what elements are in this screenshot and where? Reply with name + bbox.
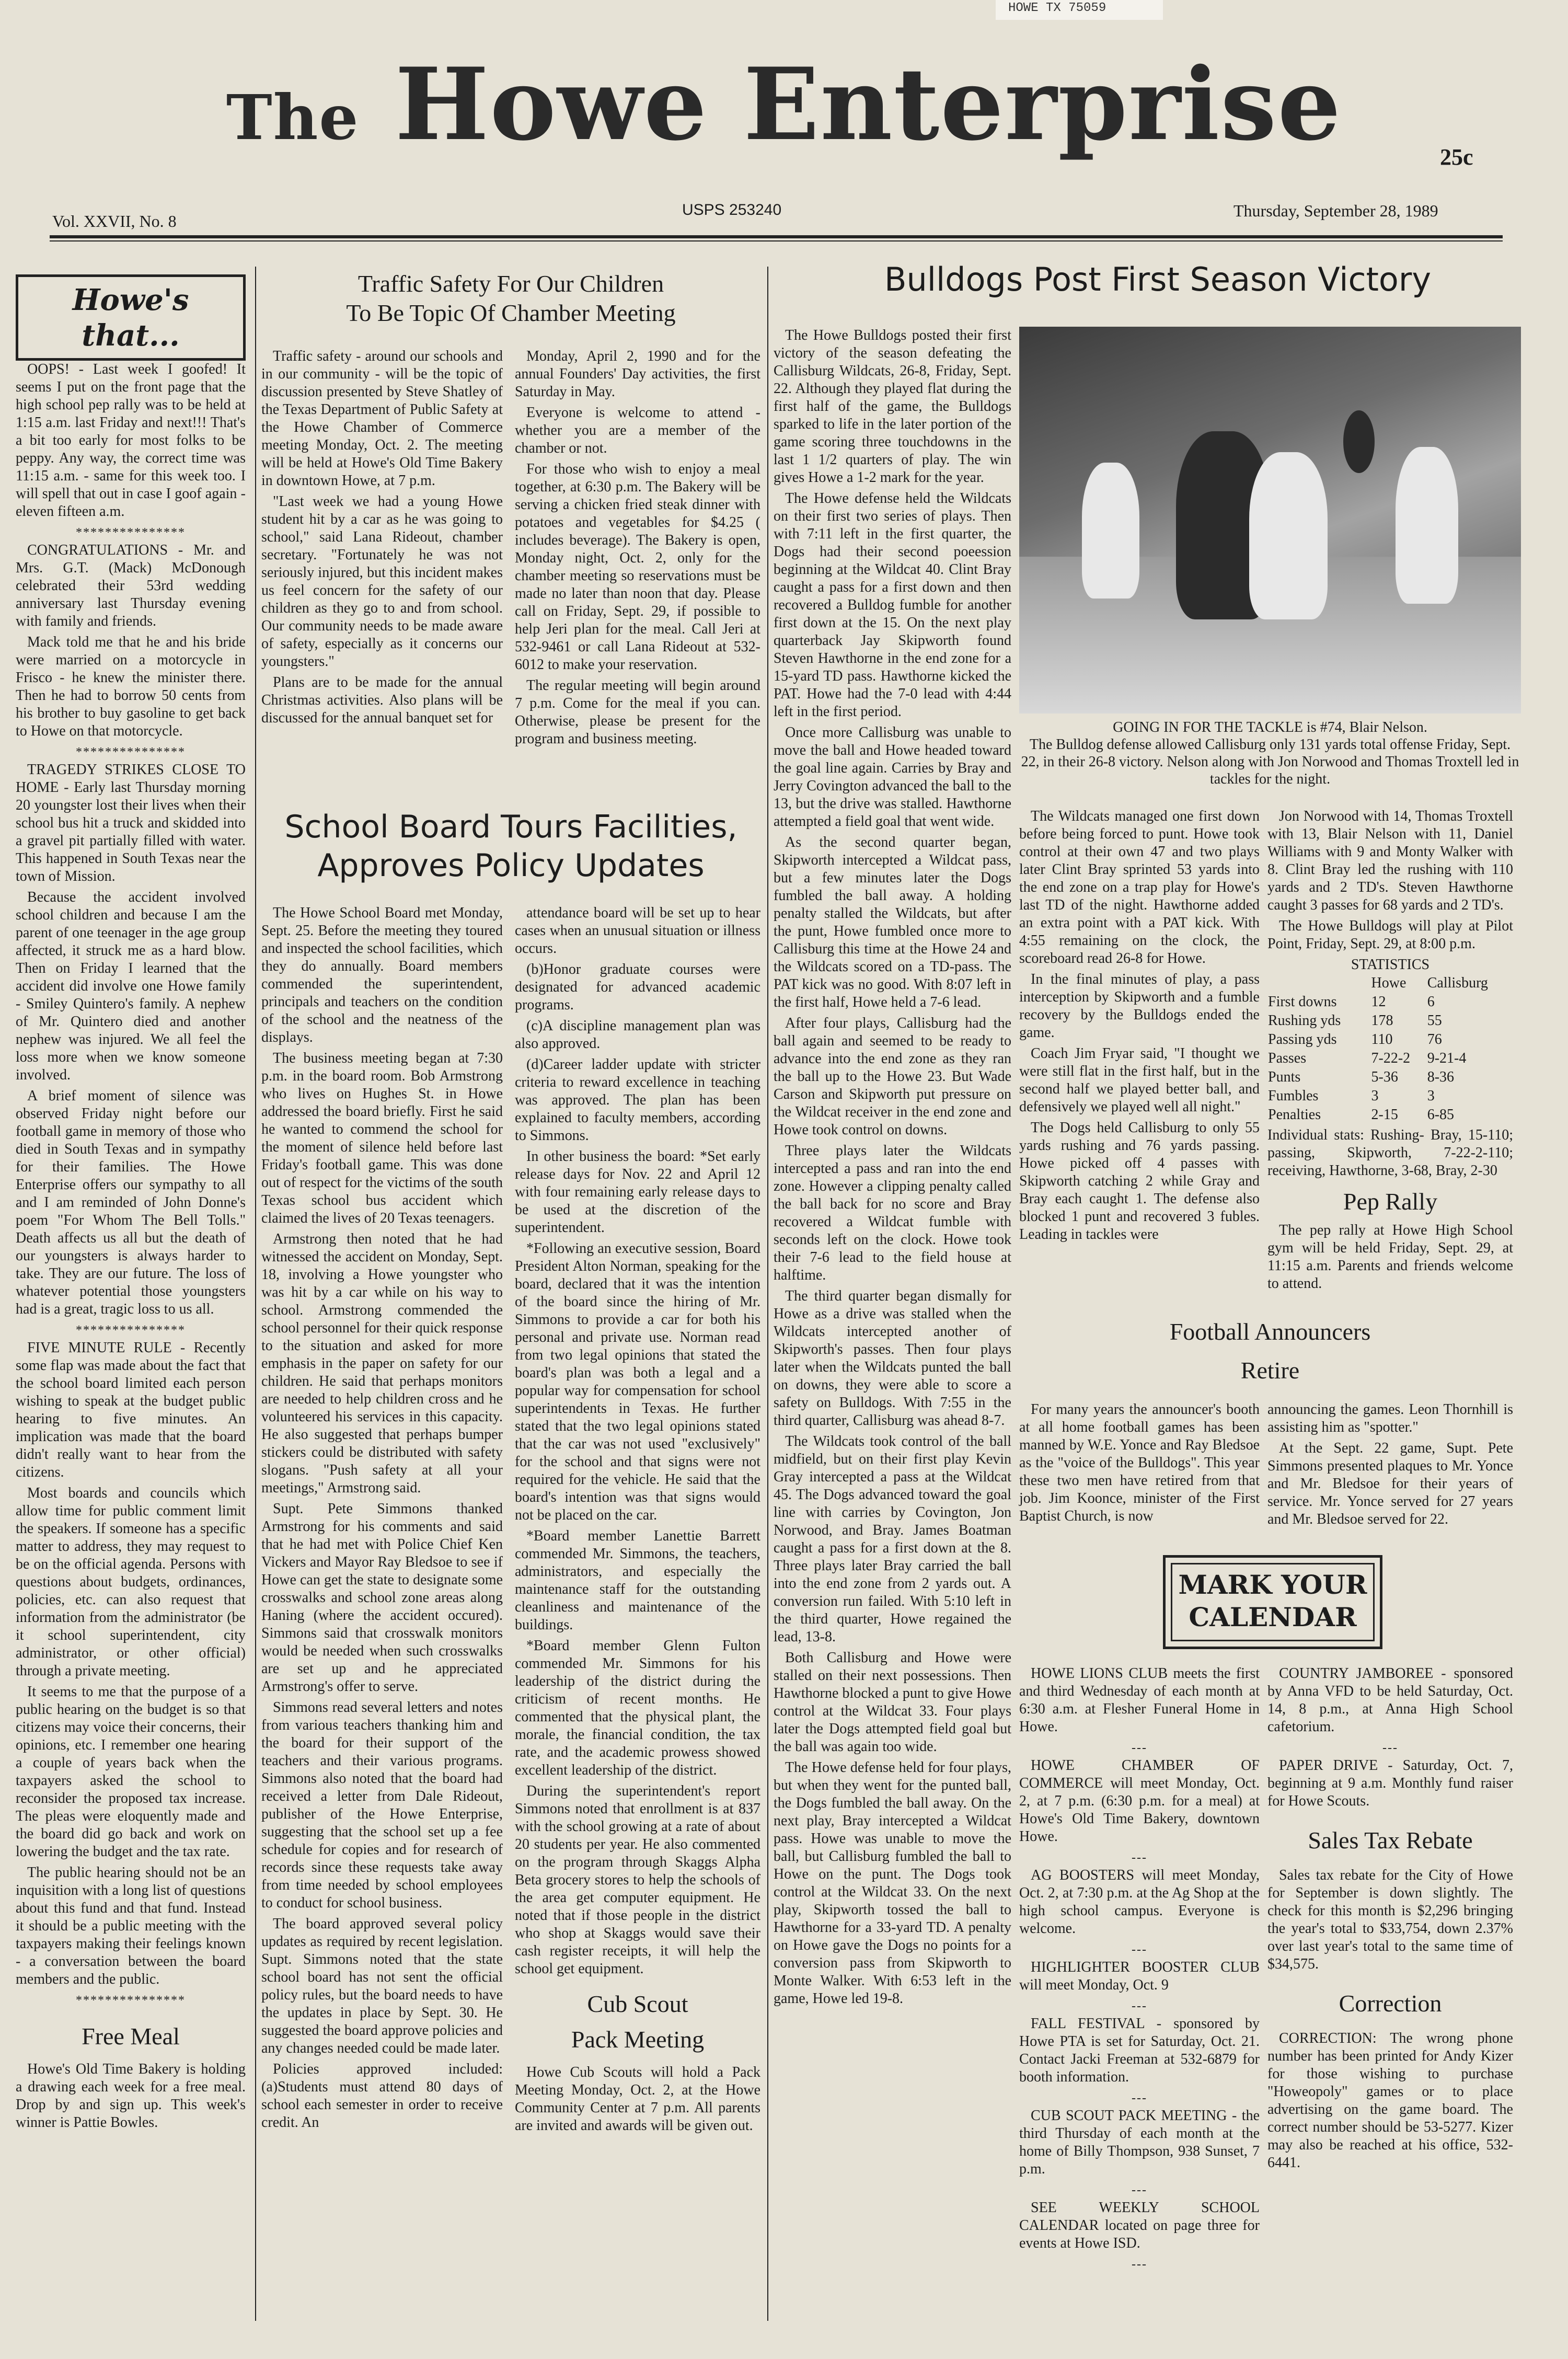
- traffic-safety-col1: [261, 348, 503, 730]
- caption-line: The Bulldog defense allowed Callisburg only 131 yards total offense Friday, Sept. 22, in their 26-8 victory. Nelson along with Jon Norwood and Thomas Troxtell led in tackles for the night.: [1021, 737, 1519, 787]
- mark-your-calendar-box: [1163, 1555, 1382, 1649]
- calendar-title-line: MARK YOUR: [1178, 1569, 1367, 1600]
- paragraph: CORRECTION: The wrong phone number has been printed for Andy Kizer for those wishing to purchase "Howeopoly" games or to place advertising on the game board. The correct number should be 53-5277. Kizer may also be reached at his office, 532-6441.: [1267, 2030, 1513, 2171]
- paragraph: The Howe defense held for four plays, but when they went for the punted ball, the Dogs fumbled the ball away. On the next play, Bray intercepted a Wildcat pass. Howe was unable to move the ball, but Callisburg fumbled the ball to Howe on the punt. The Dogs took control at the Wildcat 33. On the next play, Skipworth tossed the ball to Hawthorne for a 33-yard TD. A penalty on Howe gave the Dogs no points for a conversion pass from Skipworth to Monte Walker. With 6:53 left in the game, Howe led 19-8.: [774, 1759, 1011, 2007]
- stats-row: [1267, 1030, 1513, 1049]
- stats-value: Callisburg: [1427, 975, 1488, 991]
- paragraph: Supt. Pete Simmons thanked Armstrong for his comments and said that he had met with Police Chief Ken Vickers and Mayor Ray Bledsoe to see if Howe can get the state to designate some crosswalks and school zone areas along Haning (where the accident occured). Simmons said that crosswalk monitors would be needed when such crosswalks are set up and he appreciated Armstrong's offer to serve.: [261, 1501, 503, 1695]
- separator: ---: [1132, 1741, 1147, 1755]
- stats-value: 8-36: [1427, 1069, 1455, 1085]
- paragraph: CONGRATULATIONS - Mr. and Mrs. G.T. (Mack) McDonough celebrated their 53rd wedding anniversary last Thursday evening with family and friends.: [16, 542, 246, 629]
- paragraph: Armstrong then noted that he had witnessed the accident on Monday, Sept. 18, involving a Howe youngster who was hit by a car while on his way to school. Armstrong commended the school personnel for their quick response to the situation and asked for more emphasis in the paper on safety for our children. He said that perhaps monitors are needed to help children cross and he volunteered his services in this capacity. He also suggested that perhaps bumper stickers could be distributed with safety slogans. "Push safety at all your meetings," Armstrong said.: [261, 1231, 503, 1496]
- announcers-headline: [1019, 1317, 1521, 1385]
- bulldogs-headline: Bulldogs Post First Season Victory: [884, 260, 1432, 298]
- stats-value: 3: [1427, 1088, 1435, 1104]
- stats-title: STATISTICS: [1351, 957, 1430, 973]
- paragraph: Howe Cub Scouts will hold a Pack Meeting Monday, Oct. 2, at the Howe Community Center at 7 p.m. All parents are invited and awards will be given out.: [515, 2064, 760, 2134]
- traffic-safety-headline: [261, 269, 760, 328]
- paragraph: In other business the board: *Set early release days for Nov. 22 and April 12 with four remaining early release days to be used at the discretion of the superintendent.: [515, 1148, 760, 1236]
- stats-label: Passing yds: [1268, 1031, 1337, 1048]
- photo-marker: [1343, 410, 1375, 473]
- stats-value: 3: [1371, 1088, 1379, 1104]
- stats-label: First downs: [1268, 994, 1337, 1010]
- school-board-col1: [261, 904, 503, 2135]
- masthead: [0, 46, 1568, 172]
- stats-row: [1267, 1049, 1513, 1068]
- calendar-col2: [1267, 1665, 1513, 2175]
- paragraph: *Board member Lanettie Barrett commended Mr. Simmons, the teachers, administrators, and especially the maintenance staff for the outstanding cleanliness and maintenance of the buildings.: [515, 1528, 760, 1633]
- stats-label: Rushing yds: [1268, 1012, 1341, 1029]
- masthead-rule-thin: [50, 240, 1503, 241]
- headline-line: To Be Topic Of Chamber Meeting: [346, 300, 676, 326]
- masthead-name: Howe Enterprise: [395, 46, 1342, 163]
- separator: ---: [1132, 1943, 1147, 1957]
- paragraph: Everyone is welcome to attend - whether you are a member of the chamber or not.: [515, 405, 760, 456]
- paragraph: As the second quarter began, Skipworth intercepted a Wildcat pass, but a few minutes later the Dogs fumbled the ball away. A holding penalty stalled the Wildcats, but after the punt, Howe fumbled once more to Callisburg this time at the Howe 24 and the Wildcats scored on a TD-pass. The PAT kick was no good. With 8:07 left in the first half, Howe held a 7-6 lead.: [774, 834, 1011, 1010]
- separator: ***************: [76, 1324, 186, 1337]
- stats-value: 6: [1427, 994, 1435, 1010]
- stats-value: 55: [1427, 1012, 1442, 1029]
- photo-caption: [1019, 719, 1521, 788]
- school-board-headline: [261, 808, 760, 885]
- calendar-item: HOWE LIONS CLUB meets the first and third Wednesday of each month at 6:30 a.m. at Flesher Funeral Home in Howe.: [1019, 1665, 1260, 1735]
- paragraph: The public hearing should not be an inquisition with a long list of questions about this fund and that fund. Instead it should be a public meeting with the taxpayers making their feelings known - a conversation between the board members and the public.: [16, 1865, 246, 1987]
- traffic-safety-col2: [515, 348, 760, 751]
- paragraph: The Howe Bulldogs posted their first victory of the season defeating the Callisburg Wildcats, 26-8, Friday, Sept. 22. Although they played flat during the first half of the game, the Bulldogs sparked to life in the later portion of the game scoring three touchdowns in the last 1 1/2 quarters of play. The win gives Howe a 1-2 mark for the year.: [774, 327, 1011, 486]
- calendar-item: SEE WEEKLY SCHOOL CALENDAR located on page three for events at Howe ISD.: [1019, 2200, 1260, 2251]
- column-divider: [767, 267, 768, 2321]
- masthead-rule: [50, 235, 1503, 238]
- announcers-col2: [1267, 1401, 1513, 1532]
- paragraph: For those who wish to enjoy a meal together, at 6:30 p.m. The Bakery will be serving a chicken fried steak dinner with potatoes and vegetables for $4.25 ( includes beverage). The Bakery is open, Monday night, Oct. 2, only for the chamber meeting so reservations must be made no later than noon that day. Please call on Friday, Sept. 29, if possible to help Jeri plan for the meal. Call Jeri at 532-9461 or call Lana Rideout at 532-6012 to make your reservation.: [515, 461, 760, 673]
- paragraph: Because the accident involved school children and because I am the parent of one teenager in the age group affected, it struck me as a hard blow. Then on Friday I learned that the accident did involve one Howe family - Smiley Quintero's family. A nephew of Mr. Quintero died and another nephew was injured. We all feel the loss more when we know someone involved.: [16, 889, 246, 1083]
- issue-date: Thursday, September 28, 1989: [1233, 201, 1438, 220]
- paragraph: At the Sept. 22 game, Supt. Pete Simmons presented plaques to Mr. Yonce and Mr. Bledsoe for their years of service. Mr. Yonce served for 27 years and Mr. Bledsoe served for 22.: [1267, 1440, 1513, 1527]
- stats-value: 9-21-4: [1427, 1050, 1467, 1066]
- paragraph: Coach Jim Fryar said, "I thought we were still flat in the first half, but in the second half we played better ball, and defensively we played well all night.": [1019, 1045, 1260, 1115]
- paragraph: The regular meeting will begin around 7 p.m. Come for the meal if you can. Otherwise, please be present for the program and business meeting.: [515, 677, 760, 747]
- paragraph: Once more Callisburg was unable to move the ball and Howe headed toward the goal line again. Carries by Bray and Jerry Covington advanced the ball to the 13, but the drive was stalled. Hawthorne attempted a field goal that went wide.: [774, 724, 1011, 830]
- paragraph: Monday, April 2, 1990 and for the annual Founders' Day activities, the first Saturday in May.: [515, 348, 760, 400]
- howes-that-title-box: [16, 274, 246, 361]
- calendar-item: HIGHLIGHTER BOOSTER CLUB will meet Monday, Oct. 9: [1019, 1959, 1260, 1993]
- paragraph: Simmons read several letters and notes from various teachers thanking him and the board for their support of the teachers and their various programs. Simmons also noted that the board had received a letter from Dale Rideout, publisher of the Howe Enterprise, suggesting that the school set up a fee schedule for copies and for research of records since these requests take away from time needed by school employees to conduct for school business.: [261, 1699, 503, 1911]
- football-photo: [1019, 327, 1521, 714]
- correction-headline: Correction: [1339, 1990, 1442, 2017]
- photo-player: [1249, 452, 1328, 619]
- paragraph: The Howe defense held the Wildcats on their first two series of plays. Then with 7:11 left in the first quarter, the Dogs had their second poeession beginning at the Wildcat 40. Clint Bray caught a pass for a first down and then recovered a Bulldog fumble for another first down at the 15. On the next play quarterback Jay Skipworth found Steven Hawthorne in the end zone for a 15-yard TD pass. Hawthorne kicked the PAT. Howe had the 7-0 lead with 4:44 left in the first period.: [774, 490, 1011, 720]
- paragraph: Jon Norwood with 14, Thomas Troxtell with 13, Blair Nelson with 11, Daniel Williams with 9 and Monty Walker with 8. Clint Bray led the rushing with 110 yards and 2 TD's. Steven Hawthorne caught 3 passes for 68 yards and 2 TD's.: [1267, 808, 1513, 913]
- headline-line: School Board Tours Facilities,: [284, 809, 737, 845]
- paragraph: The Wildcats took control of the ball midfield, but on their first play Kevin Gray intercepted a pass at the Wildcat 45. The Dogs advanced toward the goal line with carries by Covington, Jon Norwood, and Bray. James Boatman caught a pass for a first down at the 8. Three plays later Bray carried the ball into the end zone from 2 yards out. A conversion run failed. With 5:10 left in the third quarter, Howe regained the lead, 13-8.: [774, 1433, 1011, 1645]
- calendar-col1: [1019, 1665, 1260, 2273]
- stats-label: Punts: [1268, 1069, 1301, 1085]
- stats-value: 76: [1427, 1031, 1442, 1048]
- caption-line: GOING IN FOR THE TACKLE is #74, Blair Nelson.: [1113, 719, 1427, 735]
- paragraph: *Following an executive session, Board President Alton Norman, speaking for the board, declared that it was the intention of the board since the hiring of Mr. Simmons to provide a car for both his personal and private use. Norman read from two legal opinions that stated the board's plan was both a legal and a popular way for compensation for school superintendents in Texas. He further stated that the two legal opinions stated that the car was not used "exclusively" for the school and that signs were not required for the vehicle. He said that the board's intention was that signs would not be placed on the car.: [515, 1240, 760, 1523]
- calendar-item: FALL FESTIVAL - sponsored by Howe PTA is set for Saturday, Oct. 21. Contact Jacki Freeman at 532-6879 for booth information.: [1019, 2016, 1260, 2085]
- separator: ---: [1132, 2183, 1147, 2197]
- paragraph: The third quarter began dismally for Howe as a drive was stalled when the Wildcats intercepted another of Skipworth's passes. Then four plays later when the Wildcats punted the ball on downs, they were able to score a safety on Bulldogs. With 7:55 in the third quarter, Callisburg was ahead 8-7.: [774, 1288, 1011, 1429]
- stats-label: [1267, 974, 1371, 993]
- separator: ---: [1132, 2258, 1147, 2271]
- stats-value: 2-15: [1371, 1107, 1398, 1123]
- paragraph: TRAGEDY STRIKES CLOSE TO HOME - Early last Thursday morning 20 youngster lost their lives when their school bus hit a truck and skidded into a gravel pit partially filled with water. This happened in South Texas near the town of Mission.: [16, 762, 246, 884]
- calendar-title-line: CALENDAR: [1189, 1602, 1357, 1632]
- sales-tax-headline: Sales Tax Rebate: [1308, 1827, 1473, 1854]
- headline-line: Retire: [1240, 1357, 1300, 1384]
- paragraph: In the final minutes of play, a pass interception by Skipworth and a fumble recovery by the Bulldogs ended the game.: [1019, 971, 1260, 1041]
- volume-number: Vol. XXVII, No. 8: [52, 212, 177, 231]
- stats-value: Howe: [1371, 975, 1406, 991]
- calendar-item: CUB SCOUT PACK MEETING - the third Thursday of each month at the home of Billy Thompson, 938 Sunset, 7 p.m.: [1019, 2108, 1260, 2177]
- paragraph: Howe's Old Time Bakery is holding a drawing each week for a free meal. Drop by and sign up. This week's winner is Pattie Bowles.: [16, 2061, 246, 2131]
- paragraph: Plans are to be made for the annual Christmas activities. Also plans will be discussed for the annual banquet set for: [261, 674, 503, 726]
- stats-row: [1267, 1106, 1513, 1124]
- paragraph: (d)Career ladder update with stricter criteria to reward excellence in teaching was approved. The plan has been explained to faculty members, according to Simmons.: [515, 1056, 760, 1144]
- school-board-col2: [515, 904, 760, 2138]
- separator: ***************: [76, 1994, 186, 2007]
- paragraph: The Howe School Board met Monday, Sept. 25. Before the meeting they toured and inspected the school facilities, which they do annually. Board members commended the superintendent, principals and teachers on the condition of the school and the neatness of the displays.: [261, 905, 503, 1045]
- stats-value: 178: [1371, 1012, 1393, 1029]
- paragraph: The Dogs held Callisburg to only 55 yards rushing and 76 yards passing. Howe picked off 4 passes with Skipworth catching 2 while Gray and Bray each caught 1. The defense also blocked 1 punt and recovered 3 fubles. Leading in tackles were: [1019, 1120, 1260, 1242]
- column-divider: [255, 267, 256, 2321]
- stats-header-row: [1267, 974, 1513, 993]
- howes-that-title-line2: that...: [82, 318, 180, 353]
- paragraph: Both Callisburg and Howe were stalled on their next possessions. Then Hawthorne blocked a punt to give Howe control at the Wildcat 33. Four plays later the Dogs attempted field goal but the ball was again too wide.: [774, 1650, 1011, 1755]
- paragraph: The pep rally at Howe High School gym will be held Friday, Sept. 29, at 11:15 a.m. Parents and friends welcome to attend.: [1267, 1222, 1513, 1292]
- headline-line: Approves Policy Updates: [317, 847, 705, 884]
- paragraph: (b)Honor graduate courses were designated for advanced academic programs.: [515, 961, 760, 1013]
- announcers-col1: [1019, 1401, 1260, 1528]
- paragraph: (c)A discipline management plan was also approved.: [515, 1018, 760, 1052]
- paragraph: Sales tax rebate for the City of Howe for September is down slightly. The check for this month is $2,296 bringing the year's total to $33,754, down 2.37% over last year's total to the same time of $34,575.: [1267, 1867, 1513, 1972]
- paragraph: During the superintendent's report Simmons noted that enrollment is at 837 with the school growing at a rate of about 20 students per year. He also commented on the program through Skaggs Alpha Beta grocery stores to help the schools of the area get computer equipment. He noted that if those people in the district who shop at Skaggs would save their cash register receipts, it will help the school get equipment.: [515, 1783, 760, 1977]
- stats-label: Fumbles: [1268, 1088, 1319, 1104]
- calendar-item: COUNTRY JAMBOREE - sponsored by Anna VFD to be held Saturday, Oct. 14, 8 p.m., at Anna High School cafetorium.: [1267, 1665, 1513, 1735]
- paragraph: OOPS! - Last week I goofed! It seems I put on the front page that the high school pep rally was to be held at 1:15 a.m. last Friday and next!!! That's a bit too early for most folks to be peppy. Any way, the correct time was 11:15 a.m. - same for this week too. I will spell that out in case I goof again - eleven fifteen a.m.: [16, 361, 246, 520]
- stats-label: Passes: [1268, 1050, 1307, 1066]
- stats-row: [1267, 1087, 1513, 1106]
- calendar-item: AG BOOSTERS will meet Monday, Oct. 2, at 7:30 p.m. at the Ag Shop at the high school campus. Everyone is welcome.: [1019, 1867, 1260, 1937]
- paragraph: After four plays, Callisburg had the ball again and seemed to be ready to advance into the end zone as they ran the ball up to the Howe 23. But Wade Carson and Skipworth put pressure on the Wildcat receiver in the end zone and Howe took control on downs.: [774, 1015, 1011, 1138]
- stats-row: [1267, 1011, 1513, 1030]
- stats-value: 5-36: [1371, 1069, 1398, 1085]
- paragraph: announcing the games. Leon Thornhill is assisting him as "spotter.": [1267, 1401, 1513, 1435]
- paragraph: The Howe Bulldogs will play at Pilot Point, Friday, Sept. 29, at 8:00 p.m.: [1267, 918, 1513, 952]
- separator: ---: [1132, 1999, 1147, 2013]
- stats-value: 12: [1371, 994, 1386, 1010]
- separator: ***************: [76, 745, 186, 759]
- cub-scout-headline: Cub Scout: [587, 1990, 688, 2017]
- calendar-title: [1171, 1563, 1375, 1641]
- free-meal-headline: Free Meal: [82, 2023, 180, 2050]
- howes-that-column: [16, 361, 246, 2135]
- paragraph: Three plays later the Wildcats intercepted a pass and ran into the end zone. However a clipping penalty called the ball back for no score and Bray recovered a Wildcat fumble with seconds left on the clock. Howe took their 7-6 lead to the field house at halftime.: [774, 1143, 1011, 1283]
- stats-row: [1267, 1068, 1513, 1087]
- paragraph: A brief moment of silence was observed Friday night before our football game in memory of those who died in South Texas and in sympathy for their families. The Howe Enterprise offers our sympathy to all and I am reminded of John Donne's poem "For Whom The Bell Tolls." Death affects us all but the death of our youngsters is always harder to take. They are our future. The loss of whatever potential those youngsters had is a great, tragic loss to us all.: [16, 1088, 246, 1317]
- separator: ***************: [76, 526, 186, 539]
- paragraph: The board approved several policy updates as required by recent legislation. Supt. Simmons noted that the state school board has not sent the official policy rules, but the board needs to have the updates in place by Sept. 30. He suggested the board approve policies and any changes needed could be made later.: [261, 1916, 503, 2056]
- separator: ---: [1132, 2091, 1147, 2105]
- headline-line: Traffic Safety For Our Children: [358, 270, 664, 297]
- calendar-item: PAPER DRIVE - Saturday, Oct. 7, beginning at 9 a.m. Monthly fund raiser for Howe Scouts.: [1267, 1757, 1513, 1809]
- paragraph: For many years the announcer's booth at all home football games has been manned by W.E. Yonce and Ray Bledsoe as the "voice of the Bulldogs". This year these two men have retired from that job. Jim Koonce, minister of the First Baptist Church, is now: [1019, 1401, 1260, 1524]
- photo-player: [1082, 463, 1139, 599]
- paragraph: Policies approved included: (a)Students must attend 80 days of school each semester in order to receive credit. An: [261, 2061, 503, 2131]
- usps-number: USPS 253240: [682, 201, 782, 218]
- price: 25c: [1440, 144, 1473, 170]
- separator: ---: [1132, 1851, 1147, 1865]
- stats-value: 110: [1371, 1031, 1393, 1048]
- calendar-item: HOWE CHAMBER OF COMMERCE will meet Monday, Oct. 2, at 7 p.m. (6:30 p.m. for a meal) at Howe's Old Time Bakery, downtown Howe.: [1019, 1757, 1260, 1845]
- separator: ---: [1382, 1741, 1398, 1755]
- paragraph: *Board member Glenn Fulton commended Mr. Simmons for his leadership of the district during the criticism of recent months. He commented that the physical plant, the morale, the financial condition, the tax rate, and the academic prowess showed excellent leadership of the district.: [515, 1638, 760, 1778]
- stats-table: [1267, 974, 1513, 1124]
- paragraph: Most boards and councils which allow time for public comment limit the speakers. If someone has a specific matter to address, they may request to be on the official agenda. Persons with questions about budgets, ordinances, policies, etc. can also request that information from the administrator (be it school superintendent, city administrator, or other official) through a private meeting.: [16, 1485, 246, 1679]
- paragraph: Traffic safety - around our schools and in our community - will be the topic of discussion presented by Steve Shatley of the Texas Department of Public Safety at the Howe Chamber of Commerce meeting Monday, Oct. 2. The meeting will be held at Howe's Old Time Bakery in downtown Howe, at 7 p.m.: [261, 348, 503, 489]
- stats-label: Penalties: [1268, 1107, 1321, 1123]
- photo-player: [1396, 447, 1458, 604]
- bulldogs-col3: [1267, 808, 1513, 1296]
- address-stamp: HOWE TX 75059: [996, 0, 1163, 20]
- paragraph: The business meeting began at 7:30 p.m. in the board room. Bob Armstrong who lives on Hughes St. in Howe addressed the board briefly. First he said he wanted to commend the school for the moment of silence held before last Friday's football game. This was done out of respect for the victims of the south Texas school bus accident which claimed the lives of 20 Texas teenagers.: [261, 1050, 503, 1226]
- paragraph: "Last week we had a young Howe student hit by a car as he was going to school," said Lana Rideout, chamber secretary. "Fortunately he was not seriously injured, but this incident makes us feel concern for the safety of our children as they go to and from school. Our community needs to be made aware of safety, especially as it concerns our youngsters.": [261, 493, 503, 670]
- cub-scout-headline: Pack Meeting: [571, 2026, 705, 2053]
- paragraph: attendance board will be set up to hear cases when an unusual situation or illness occurs.: [515, 905, 760, 957]
- paragraph: It seems to me that the purpose of a public hearing on the budget is so that citizens may voice their concerns, their opinions, etc. I remember one hearing a couple of years back when the taxpayers asked the school to reconsider the proposed tax increase. The pleas were eloquently made and the board did go back and work on lowering the budget and the tax rate.: [16, 1684, 246, 1860]
- individual-stats: Individual stats: Rushing- Bray, 15-110; passing, Skipworth, 7-22-2-110; receiving, Hawthorne, 3-68, Bray, 2-30: [1267, 1127, 1513, 1179]
- headline-line: Football Announcers: [1169, 1318, 1371, 1345]
- bulldogs-col1: [774, 327, 1011, 2011]
- stats-value: 7-22-2: [1371, 1050, 1411, 1066]
- paragraph: Mack told me that he and his bride were married on a motorcycle in Frisco - he knew the minister there. Then he had to borrow 50 cents from his brother to buy gasoline to get back to Howe on that motorcycle.: [16, 634, 246, 739]
- howes-that-title-line1: Howe's: [72, 283, 189, 317]
- paragraph: FIVE MINUTE RULE - Recently some flap was made about the fact that the school board limited each person wishing to speak at the budget public hearing to five minutes. An implication was made that the board didn't really want to hear from the citizens.: [16, 1340, 246, 1480]
- bulldogs-col2: [1019, 808, 1260, 1247]
- stats-value: 6-85: [1427, 1107, 1455, 1123]
- paragraph: The Wildcats managed one first down before being forced to punt. Howe took control at their own 47 and two plays later Clint Bray sprinted 53 yards into the end zone on a trap play for Howe's last TD of the night. Hawthorne added an extra point with a PAT kick. With 4:55 remaining on the clock, the scoreboard read 26-8 for Howe.: [1019, 808, 1260, 966]
- pep-rally-headline: Pep Rally: [1343, 1188, 1438, 1215]
- stats-row: [1267, 993, 1513, 1011]
- masthead-the: The: [226, 81, 360, 154]
